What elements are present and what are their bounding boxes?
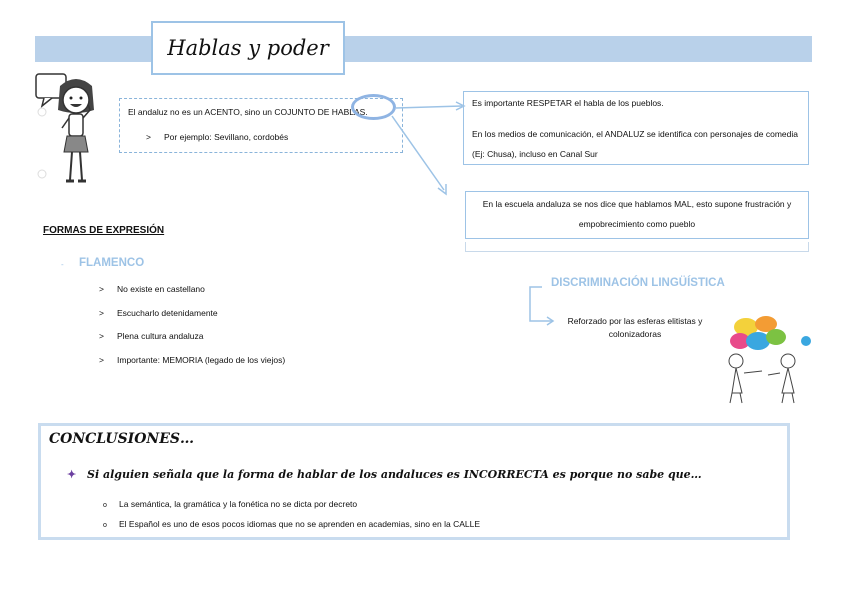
page-title: Hablas y poder: [151, 21, 345, 75]
list-item: [99, 355, 285, 379]
discriminacion-connector: [522, 283, 562, 329]
speaker-figure-icon: [32, 70, 102, 188]
respeto-text-1: Es importante RESPETAR el habla de los pueblos.: [472, 98, 664, 108]
flamenco-dash: -: [61, 260, 64, 269]
flamenco-heading: FLAMENCO: [79, 257, 145, 269]
conclusiones-title: CONCLUSIONES…: [49, 431, 194, 447]
formas-heading: FORMAS DE EXPRESIÓN: [43, 225, 165, 236]
conclusiones-main: [67, 468, 702, 481]
list-item: [99, 284, 285, 308]
flamenco-list: [99, 284, 285, 378]
conclusion-item-text: El Español es uno de esos pocos idiomas que no se aprenden en academias, sino en la CALLE: [119, 519, 481, 529]
bullet-marker: >: [99, 354, 104, 365]
connector-arrows: [390, 96, 470, 200]
list-item: [99, 331, 285, 355]
conclusion-item: [103, 499, 357, 509]
discriminacion-text: Reforzado por las esferas elitistas y colonizadoras: [567, 316, 703, 339]
intro-text: El andaluz no es un ACENTO, sino un COJUNTO DE HABLAS.: [128, 107, 368, 117]
list-item: [99, 308, 285, 332]
brace-line: [465, 242, 809, 252]
conclusion-item: [103, 519, 480, 529]
conclusion-item-text: La semántica, la gramática y la fonética no se dicta por decreto: [119, 499, 358, 509]
respeto-text-2: En los medios de comunicación, el ANDALUZ se identifica con personajes de comedia (Ej: Chusa), incluso en Canal Sur: [472, 129, 799, 159]
conclusiones-box: [38, 423, 790, 540]
intro-example: [146, 132, 288, 142]
diamond-bullet-icon: ✦: [67, 468, 77, 481]
discriminacion-heading: DISCRIMINACIÓN LINGÜÍSTICA: [551, 277, 725, 289]
list-item-text: No existe en castellano: [117, 284, 205, 294]
respeto-box: [463, 91, 809, 165]
bullet-marker: o: [103, 502, 107, 509]
bullet-marker: >: [99, 307, 104, 318]
bullet-marker: >: [99, 284, 104, 294]
bullet-marker: >: [99, 331, 104, 341]
bullet-marker: >: [146, 132, 151, 142]
bullet-marker: o: [103, 522, 107, 529]
escuela-text: En la escuela andaluza se nos dice que hablamos MAL, esto supone frustración y empobrecimiento como pueblo: [482, 199, 792, 229]
talking-people-icon: [722, 313, 818, 405]
intro-example-text: Por ejemplo: Sevillano, cordobés: [164, 132, 289, 142]
list-item-text: Escucharlo detenidamente: [117, 307, 218, 318]
list-item-text: Importante: MEMORIA (legado de los viejos): [117, 354, 286, 365]
list-item-text: Plena cultura andaluza: [117, 331, 204, 341]
escuela-box: [465, 191, 809, 239]
conclusiones-main-text: Si alguien señala que la forma de hablar de los andaluces es INCORRECTA es porque no sabe que…: [87, 468, 702, 481]
